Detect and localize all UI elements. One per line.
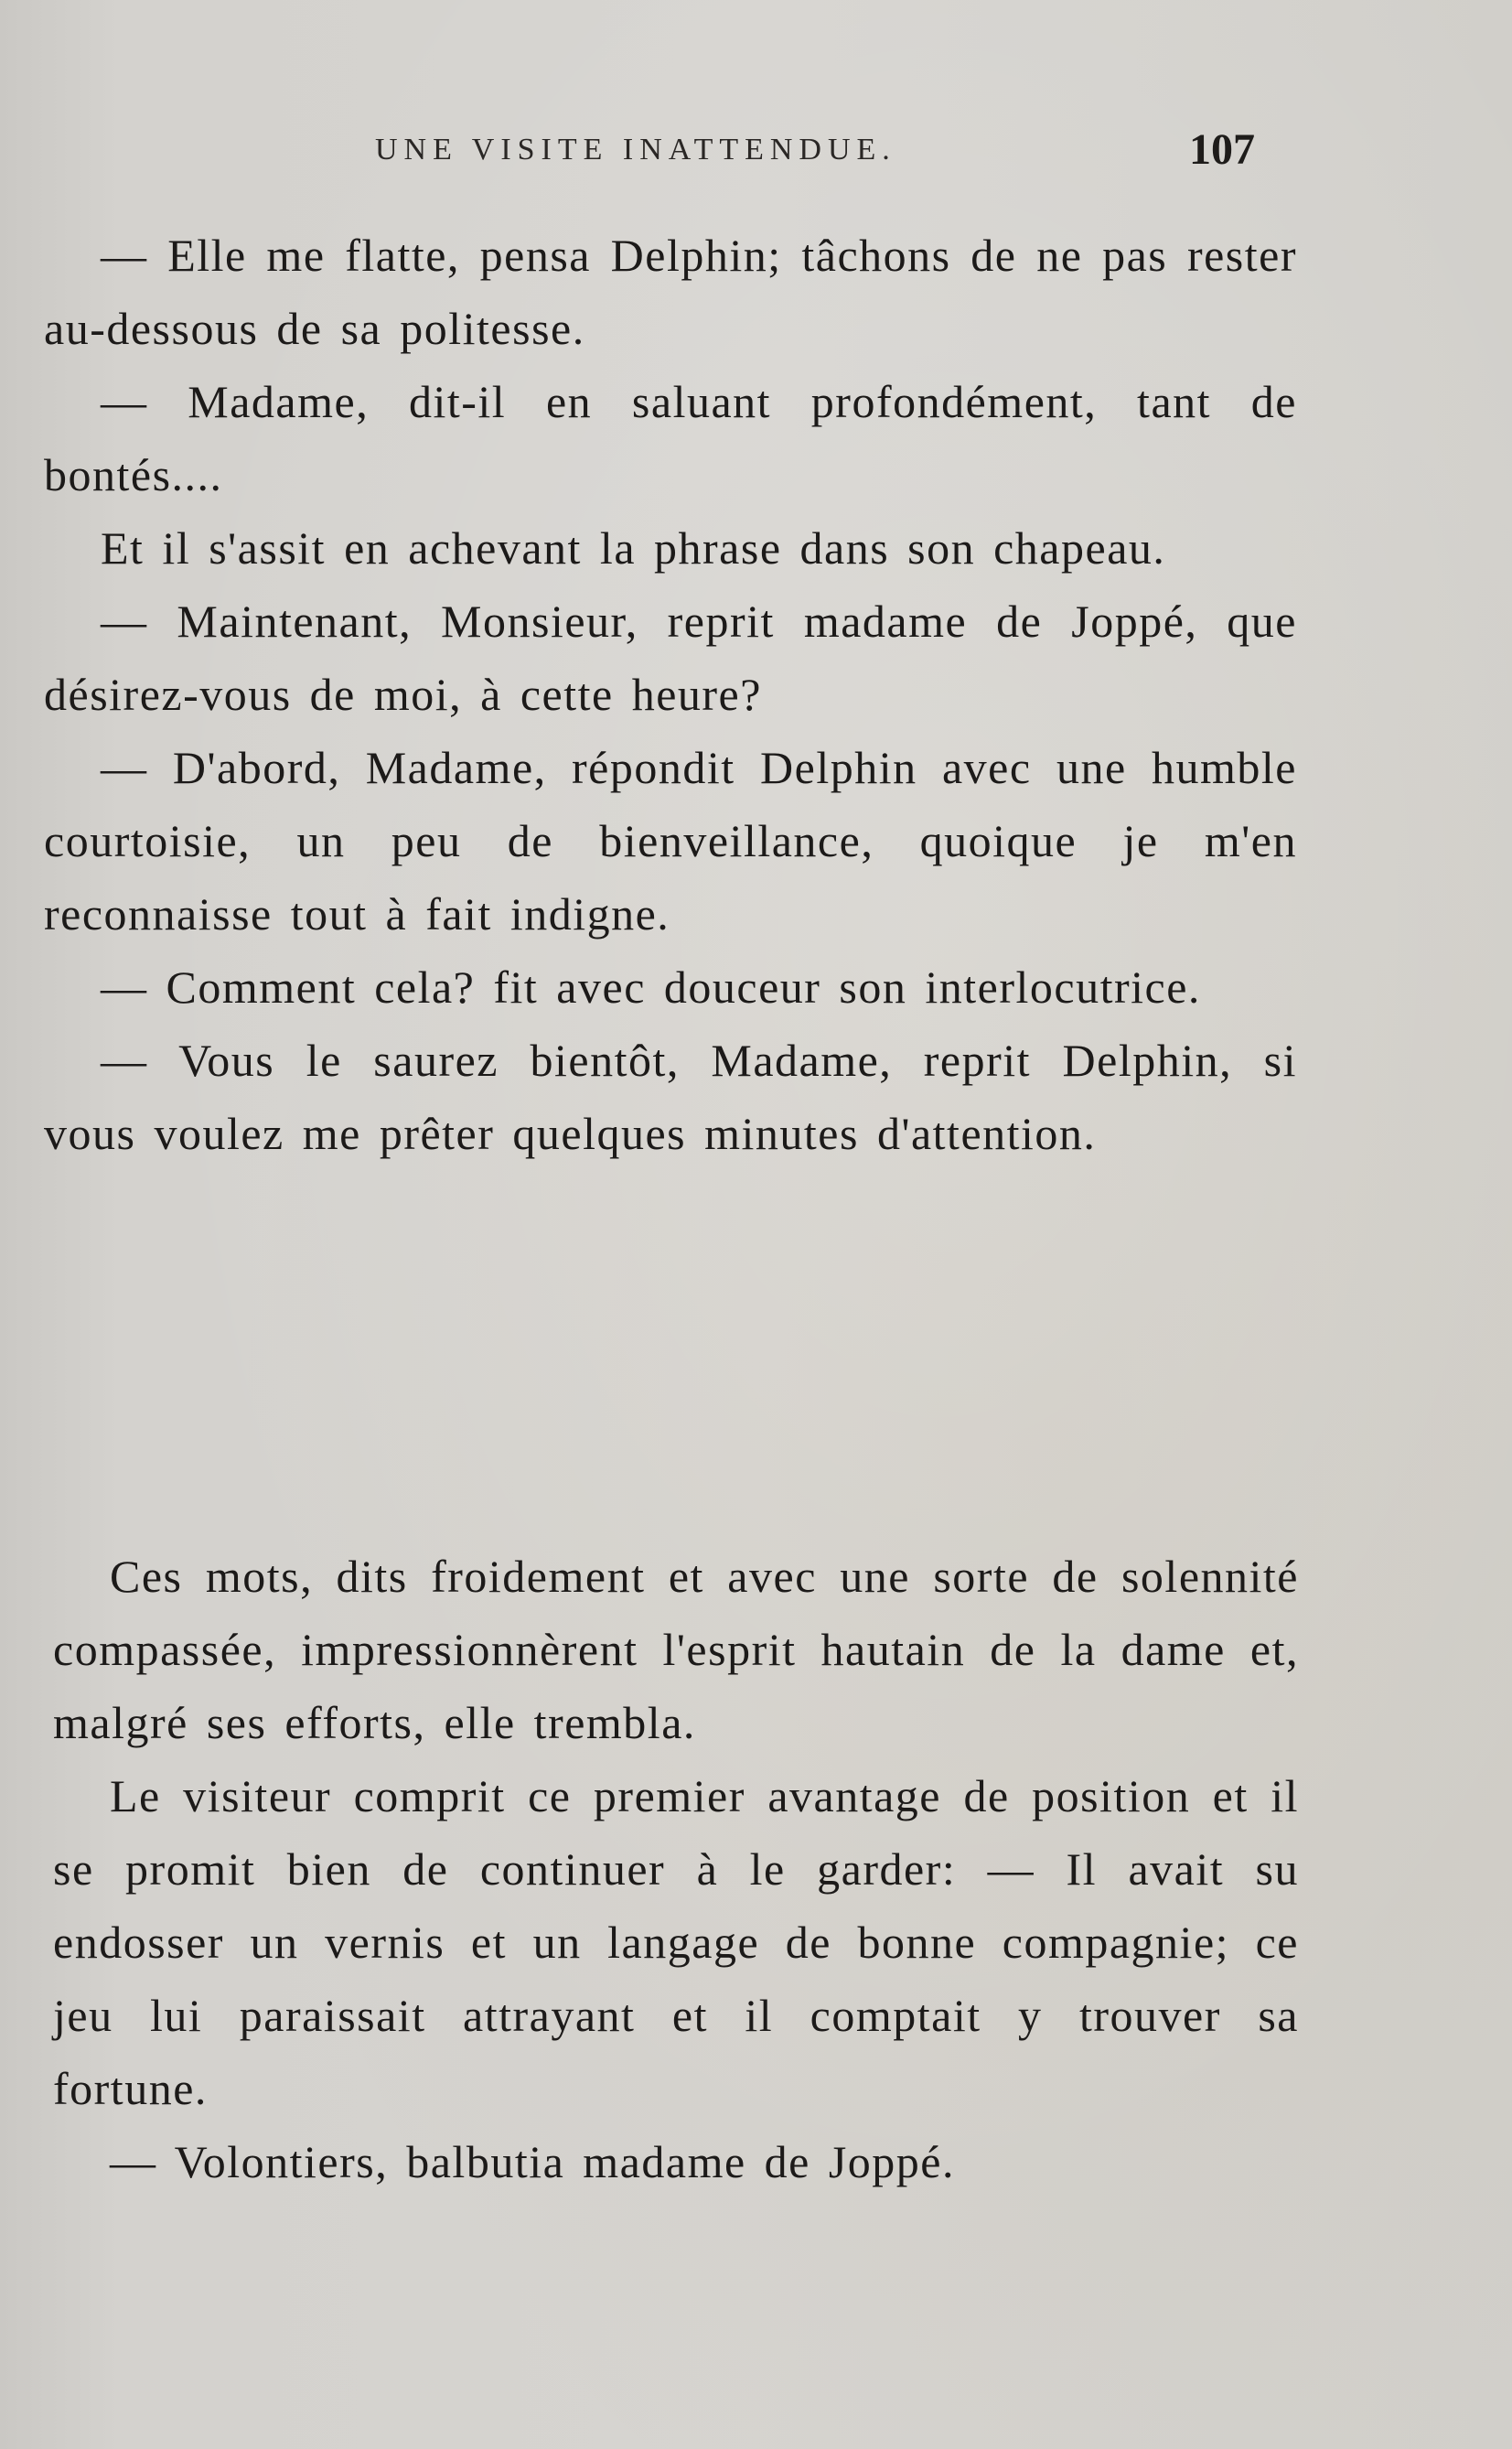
paragraph: — Elle me flatte, pensa Delphin; tâchons de ne pas rester au-dessous de sa politesse. xyxy=(44,230,1297,354)
paragraph: — Comment cela? fit avec douceur son interlocutrice. xyxy=(101,961,1201,1013)
paragraph: Le visiteur comprit ce premier avantage de position et il se promit bien de continuer à le garder: — Il avait su endosser un vernis et un langage de bonne compagnie; ce jeu lui paraissait attrayant et il comptait y trouver sa fortune. xyxy=(53,1770,1299,2114)
paragraph: — D'abord, Madame, répondit Delphin avec une humble courtoisie, un peu de bienveillance, quoique je m'en reconnaisse tout à fait indigne. xyxy=(44,742,1297,940)
text-block-top xyxy=(44,219,1297,1170)
paragraph: Ces mots, dits froidement et avec une sorte de solennité compassée, impressionnèrent l'esprit hautain de la dame et, malgré ses efforts, elle trembla. xyxy=(53,1551,1299,1748)
text-block-bottom xyxy=(53,1540,1299,2198)
paragraph: — Vous le saurez bientôt, Madame, reprit Delphin, si vous voulez me prêter quelques minutes d'attention. xyxy=(44,1035,1297,1159)
paragraph: — Volontiers, balbutia madame de Joppé. xyxy=(110,2136,955,2187)
paragraph: — Madame, dit-il en saluant profondément, tant de bontés.... xyxy=(44,376,1297,500)
paragraph: — Maintenant, Monsieur, reprit madame de Joppé, que désirez-vous de moi, à cette heure? xyxy=(44,596,1297,720)
running-title: UNE VISITE INATTENDUE. xyxy=(375,133,896,166)
paragraph: Et il s'assit en achevant la phrase dans son chapeau. xyxy=(101,522,1166,574)
page-number: 107 xyxy=(1189,125,1255,174)
